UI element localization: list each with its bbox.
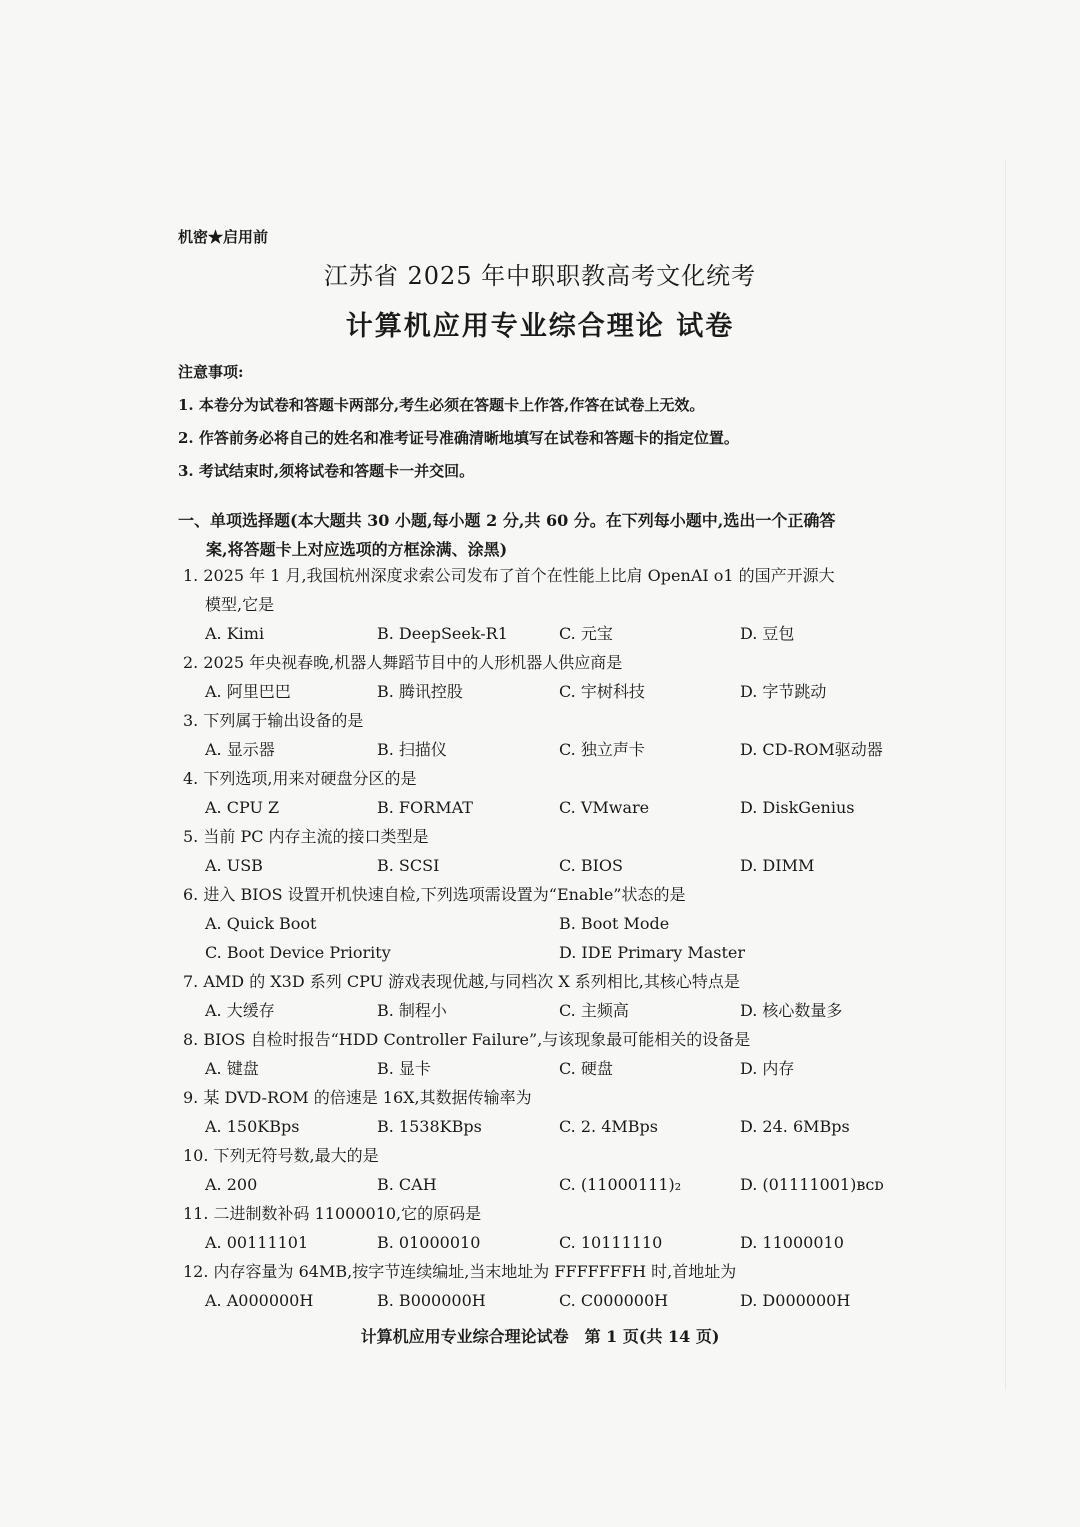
question-stem: 1. 2025 年 1 月,我国杭州深度求索公司发布了首个在性能上比肩 OpenAI o1 的国产开源大 bbox=[183, 566, 835, 585]
option: B. 1538KBps bbox=[377, 1117, 482, 1136]
option: D. 核心数量多 bbox=[740, 1001, 843, 1020]
question-stem: 3. 下列属于输出设备的是 bbox=[183, 711, 364, 730]
option: C. 2. 4MBps bbox=[559, 1117, 658, 1136]
option: B. FORMAT bbox=[377, 798, 473, 817]
exam-title: 江苏省 2025 年中职职教高考文化统考 bbox=[323, 262, 757, 290]
option: C. C000000H bbox=[559, 1291, 669, 1310]
question-stem: 4. 下列选项,用来对硬盘分区的是 bbox=[183, 769, 417, 788]
option-row bbox=[183, 909, 923, 938]
option-row bbox=[183, 1170, 923, 1199]
option: B. B000000H bbox=[377, 1291, 486, 1310]
option: A. Quick Boot bbox=[205, 914, 317, 933]
paper-edge bbox=[1005, 160, 1006, 1390]
option: B. CAH bbox=[377, 1175, 437, 1194]
option: D. DIMM bbox=[740, 856, 815, 875]
question-stem-continued: 模型,它是 bbox=[205, 595, 275, 614]
option: C. 硬盘 bbox=[559, 1059, 613, 1078]
option: A. 150KBps bbox=[205, 1117, 300, 1136]
option: D. DiskGenius bbox=[740, 798, 855, 817]
option: C. BIOS bbox=[559, 856, 623, 875]
question-stem: 9. 某 DVD-ROM 的倍速是 16X,其数据传输率为 bbox=[183, 1088, 532, 1107]
confidential-label: 机密★启用前 bbox=[178, 228, 269, 246]
page-footer: 计算机应用专业综合理论试卷 第 1 页(共 14 页) bbox=[360, 1327, 720, 1346]
option: A. 显示器 bbox=[205, 740, 275, 759]
option: D. D000000H bbox=[740, 1291, 851, 1310]
option: D. IDE Primary Master bbox=[559, 943, 746, 962]
option-row bbox=[183, 851, 923, 880]
option: A. 阿里巴巴 bbox=[205, 682, 291, 701]
option: B. 01000010 bbox=[377, 1233, 481, 1252]
option-row bbox=[183, 735, 923, 764]
option: C. 主频高 bbox=[559, 1001, 629, 1020]
option: C. (11000111)₂ bbox=[559, 1175, 682, 1194]
option: A. A000000H bbox=[205, 1291, 314, 1310]
question-stem: 12. 内存容量为 64MB,按字节连续编址,当末地址为 FFFFFFFH 时,首地址为 bbox=[183, 1262, 737, 1281]
option: D. 24. 6MBps bbox=[740, 1117, 850, 1136]
notice-item: 1. 本卷分为试卷和答题卡两部分,考生必须在答题卡上作答,作答在试卷上无效。 bbox=[178, 396, 705, 414]
option: A. 大缓存 bbox=[205, 1001, 275, 1020]
option: D. 11000010 bbox=[740, 1233, 844, 1252]
notice-item: 2. 作答前务必将自己的姓名和准考证号准确清晰地填写在试卷和答题卡的指定位置。 bbox=[178, 429, 739, 447]
option-row bbox=[183, 996, 923, 1025]
option: B. SCSI bbox=[377, 856, 440, 875]
option: B. 扫描仪 bbox=[377, 740, 447, 759]
option-row bbox=[183, 619, 923, 648]
option: A. CPU Z bbox=[205, 798, 280, 817]
option: A. USB bbox=[205, 856, 263, 875]
option: B. 制程小 bbox=[377, 1001, 447, 1020]
option: C. 宇树科技 bbox=[559, 682, 645, 701]
option: D. 字节跳动 bbox=[740, 682, 827, 701]
option: C. Boot Device Priority bbox=[205, 943, 391, 962]
option: C. VMware bbox=[559, 798, 650, 817]
option: D. 内存 bbox=[740, 1059, 795, 1078]
question-stem: 8. BIOS 自检时报告“HDD Controller Failure”,与该现象最可能相关的设备是 bbox=[183, 1030, 751, 1049]
option: C. 元宝 bbox=[559, 624, 613, 643]
option: A. 200 bbox=[205, 1175, 258, 1194]
option-row bbox=[183, 677, 923, 706]
option: D. (01111001)ʙᴄᴅ bbox=[740, 1175, 884, 1194]
option: B. 腾讯控股 bbox=[377, 682, 463, 701]
option: D. CD-ROM驱动器 bbox=[740, 740, 883, 759]
question-list bbox=[183, 561, 923, 1315]
question-stem: 10. 下列无符号数,最大的是 bbox=[183, 1146, 379, 1165]
option: C. 10111110 bbox=[559, 1233, 663, 1252]
notice-heading: 注意事项: bbox=[178, 363, 244, 381]
option-row bbox=[183, 1286, 923, 1315]
notice-block bbox=[178, 356, 739, 488]
section-instructions-line: 案,将答题卡上对应选项的方框涂满、涂黑) bbox=[206, 540, 508, 559]
question-stem: 5. 当前 PC 内存主流的接口类型是 bbox=[183, 827, 429, 846]
section-instructions-line: 一、单项选择题(本大题共 30 小题,每小题 2 分,共 60 分。在下列每小题中,选出一个正确答 bbox=[178, 511, 836, 530]
option: B. 显卡 bbox=[377, 1059, 431, 1078]
notice-item: 3. 考试结束时,须将试卷和答题卡一并交回。 bbox=[178, 462, 475, 480]
question-stem: 11. 二进制数补码 11000010,它的原码是 bbox=[183, 1204, 482, 1223]
option-row bbox=[183, 1112, 923, 1141]
question-stem: 2. 2025 年央视春晚,机器人舞蹈节目中的人形机器人供应商是 bbox=[183, 653, 623, 672]
question-stem: 7. AMD 的 X3D 系列 CPU 游戏表现优越,与同档次 X 系列相比,其核心特点是 bbox=[183, 972, 740, 991]
option: A. Kimi bbox=[205, 624, 265, 643]
option: B. DeepSeek-R1 bbox=[377, 624, 508, 643]
option: D. 豆包 bbox=[740, 624, 795, 643]
option: B. Boot Mode bbox=[559, 914, 670, 933]
exam-subject-title: 计算机应用专业综合理论 试卷 bbox=[345, 311, 735, 342]
option: C. 独立声卡 bbox=[559, 740, 645, 759]
option-row bbox=[183, 1054, 923, 1083]
section-heading bbox=[178, 506, 835, 564]
option-row bbox=[183, 938, 923, 967]
option-row bbox=[183, 793, 923, 822]
option-row bbox=[183, 1228, 923, 1257]
option: A. 00111101 bbox=[205, 1233, 309, 1252]
option: A. 键盘 bbox=[205, 1059, 259, 1078]
question-stem: 6. 进入 BIOS 设置开机快速自检,下列选项需设置为“Enable”状态的是 bbox=[183, 885, 686, 904]
